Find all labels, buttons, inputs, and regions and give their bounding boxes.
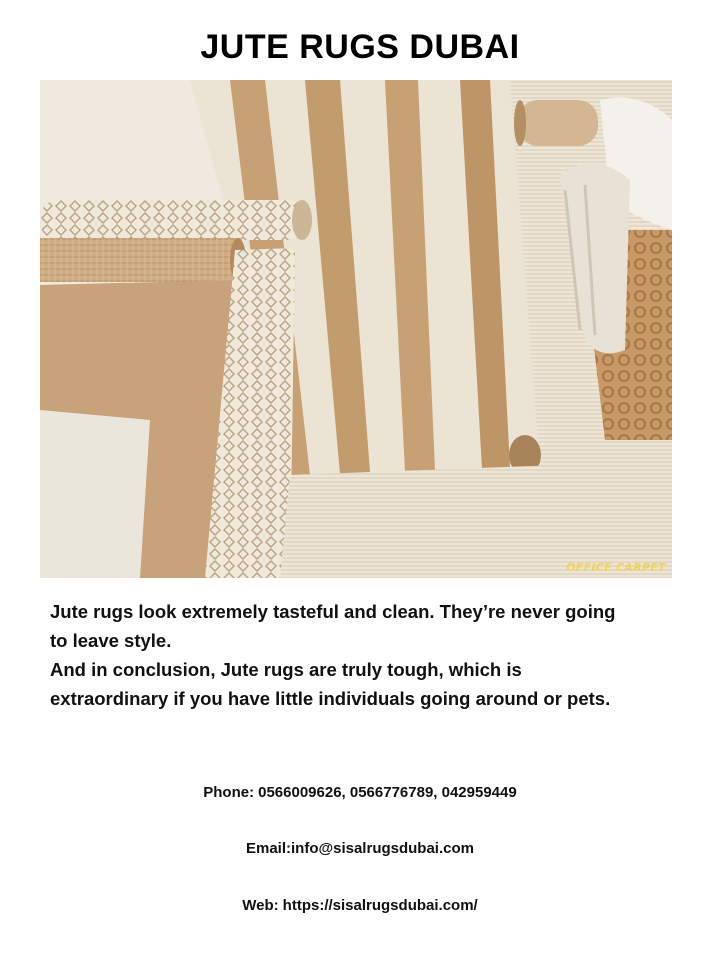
phone-line [0, 784, 720, 801]
web-link[interactable]: https://sisalrugsdubai.com/ [282, 897, 478, 914]
page-title: JUTE RUGS DUBAI [200, 28, 520, 66]
rug-illustration [40, 80, 672, 578]
description-line: And in conclusion, Jute rugs are truly tough, which is [50, 659, 522, 680]
description-line: extraordinary if you have little individuals going around or pets. [50, 688, 611, 709]
email-label: Email: [245, 840, 291, 857]
photo-watermark: OFFICE CARPET [566, 561, 666, 574]
jute-rugs-photo [40, 80, 672, 578]
phone-numbers: 0566009626, 0566776789, 042959449 [258, 784, 517, 801]
email-line [0, 840, 720, 857]
description-line: to leave style. [50, 630, 172, 651]
phone-label: Phone: [203, 784, 255, 801]
description-text [50, 597, 690, 713]
email-link[interactable]: info@sisalrugsdubai.com [291, 840, 474, 857]
description-line: Jute rugs look extremely tasteful and clean. They’re never going [50, 601, 616, 622]
web-label: Web: [242, 897, 279, 914]
web-line [0, 897, 720, 914]
